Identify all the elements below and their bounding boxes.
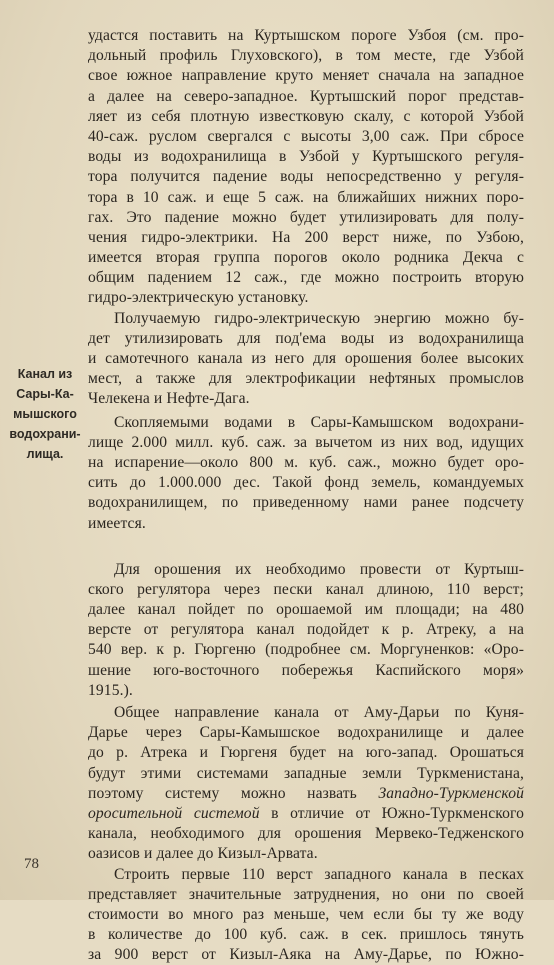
- text-line: гах. Это падение можно будет утилизировать для полу-: [88, 208, 524, 228]
- text-line: дет утилизировать для под'ема воды из водохранилища: [88, 329, 524, 349]
- text-fragment: в отличие от Южно-Туркменского: [271, 805, 524, 822]
- text-fragment: поэтому систему можно назвать: [88, 785, 357, 802]
- text-line: за 900 верст от Кизыл-Аяка на Аму-Дарье, по Южно-: [88, 945, 524, 965]
- text-line: канала, необходимого для орошения Мервеко-Тедженского: [88, 824, 524, 844]
- text-line: а далее на северо-западное. Куртышский порог представ-: [88, 87, 524, 107]
- text-line: ского регулятора через пески канал длиною, 110 верст;: [88, 580, 524, 600]
- text-line: Получаемую гидро-электрическую энергию можно бу-: [88, 309, 524, 329]
- text-line: представляет значительные затруднения, но они по своей: [88, 885, 524, 905]
- paragraph: [88, 703, 524, 865]
- text-line: Для орошения их необходимо провести от Куртыш-: [88, 560, 524, 580]
- text-line: ляет из себя плотную известковую скалу, с которой Узбой: [88, 107, 524, 127]
- text-line: в количестве до 100 куб. саж. в сек. пришлось тянуть: [88, 925, 524, 945]
- text-line: сить до 1.000.000 дес. Такой фонд земель, командуемых: [88, 473, 524, 493]
- text-line: удастся поставить на Куртышском пороге Узбоя (см. про-: [88, 26, 524, 46]
- text-line: 1915.).: [88, 681, 524, 701]
- text-line: имеется.: [88, 514, 524, 534]
- text-line: дольный профиль Глуховского), в том месте, где Узбой: [88, 46, 524, 66]
- text-line: гидро-электрическую установку.: [88, 288, 524, 308]
- italic-phrase: оросительной системой: [88, 805, 260, 822]
- text-line: Дарье через Сары-Камышское водохранилище и далее: [88, 723, 524, 743]
- paragraph-gap: [88, 534, 524, 554]
- text-line: тора получится падение воды непосредственно у регуля-: [88, 167, 524, 187]
- text-line: Строить первые 110 верст западного канала в песках: [88, 865, 524, 885]
- margin-note-line: Сары-Ка-: [6, 384, 84, 404]
- text-line: далее канал пойдет по орошаемой им площади; на 480: [88, 600, 524, 620]
- text-line: лище 2.000 милл. куб. саж. за вычетом из них вод, идущих: [88, 433, 524, 453]
- text-line: тора в 10 саж. и еще 5 саж. на ближайших нижних порo-: [88, 188, 524, 208]
- text-line: свое южное направление круто меняет сначала на западное: [88, 66, 524, 86]
- text-line: мест, а также для электрофикации нефтяных промыслов: [88, 369, 524, 389]
- text-line: имеется вторая группа порогов около родника Декча с: [88, 248, 524, 268]
- italic-phrase: Западно-Туркменской: [378, 785, 524, 802]
- text-line: чения гидро-электрики. На 200 верст ниже, по Узбою,: [88, 228, 524, 248]
- margin-note: [6, 364, 84, 464]
- text-line: Общее направление канала от Аму-Дарьи по Куня-: [88, 703, 524, 723]
- text-line: [88, 804, 524, 824]
- text-line: и самотечного канала из него для орошения более высоких: [88, 349, 524, 369]
- margin-note-line: Канал из: [6, 364, 84, 384]
- text-line: до р. Атрека и Гюргеня будет на юго-запад. Орошаться: [88, 743, 524, 763]
- text-line: водохранилищем, по приведенному нами ранее подсчету: [88, 493, 524, 513]
- text-line: общим падением 12 саж., где можно построить вторую: [88, 268, 524, 288]
- paragraph: [88, 309, 524, 410]
- margin-note-line: мышского: [6, 404, 84, 424]
- margin-note-line: водохрани-: [6, 424, 84, 444]
- text-line: на испарение—около 800 м. куб. саж., можно будет оро-: [88, 453, 524, 473]
- text-line: воды из водохранилища в Узбой у Куртышского регуля-: [88, 147, 524, 167]
- text-line: оазисов и далее до Кизыл-Арвата.: [88, 844, 524, 864]
- text-line: шение юго-восточного побережья Каспийского моря»: [88, 661, 524, 681]
- text-line: стоимости во много раз меньше, чем если бы ту же воду: [88, 905, 524, 925]
- text-line: будут этими системами западные земли Туркменистана,: [88, 764, 524, 784]
- page-number: 78: [24, 856, 39, 873]
- paragraph: [88, 560, 524, 701]
- paragraph: [88, 865, 524, 965]
- text-line: [88, 784, 524, 804]
- margin-note-line: лища.: [6, 444, 84, 464]
- paragraph: [88, 413, 524, 534]
- text-line: версте от регулятора канал подойдет к р. Атреку, а на: [88, 620, 524, 640]
- text-line: Скопляемыми водами в Сары-Камышском водохрани-: [88, 413, 524, 433]
- paragraph: [88, 26, 524, 309]
- text-line: 540 вер. к р. Гюргеню (подробнее см. Моргуненков: «Оро-: [88, 640, 524, 660]
- text-line: Челекена и Нефте-Дага.: [88, 389, 524, 409]
- text-line: 40-саж. руслом свергался с высоты 3,00 саж. При сбросе: [88, 127, 524, 147]
- body-text: [88, 26, 524, 965]
